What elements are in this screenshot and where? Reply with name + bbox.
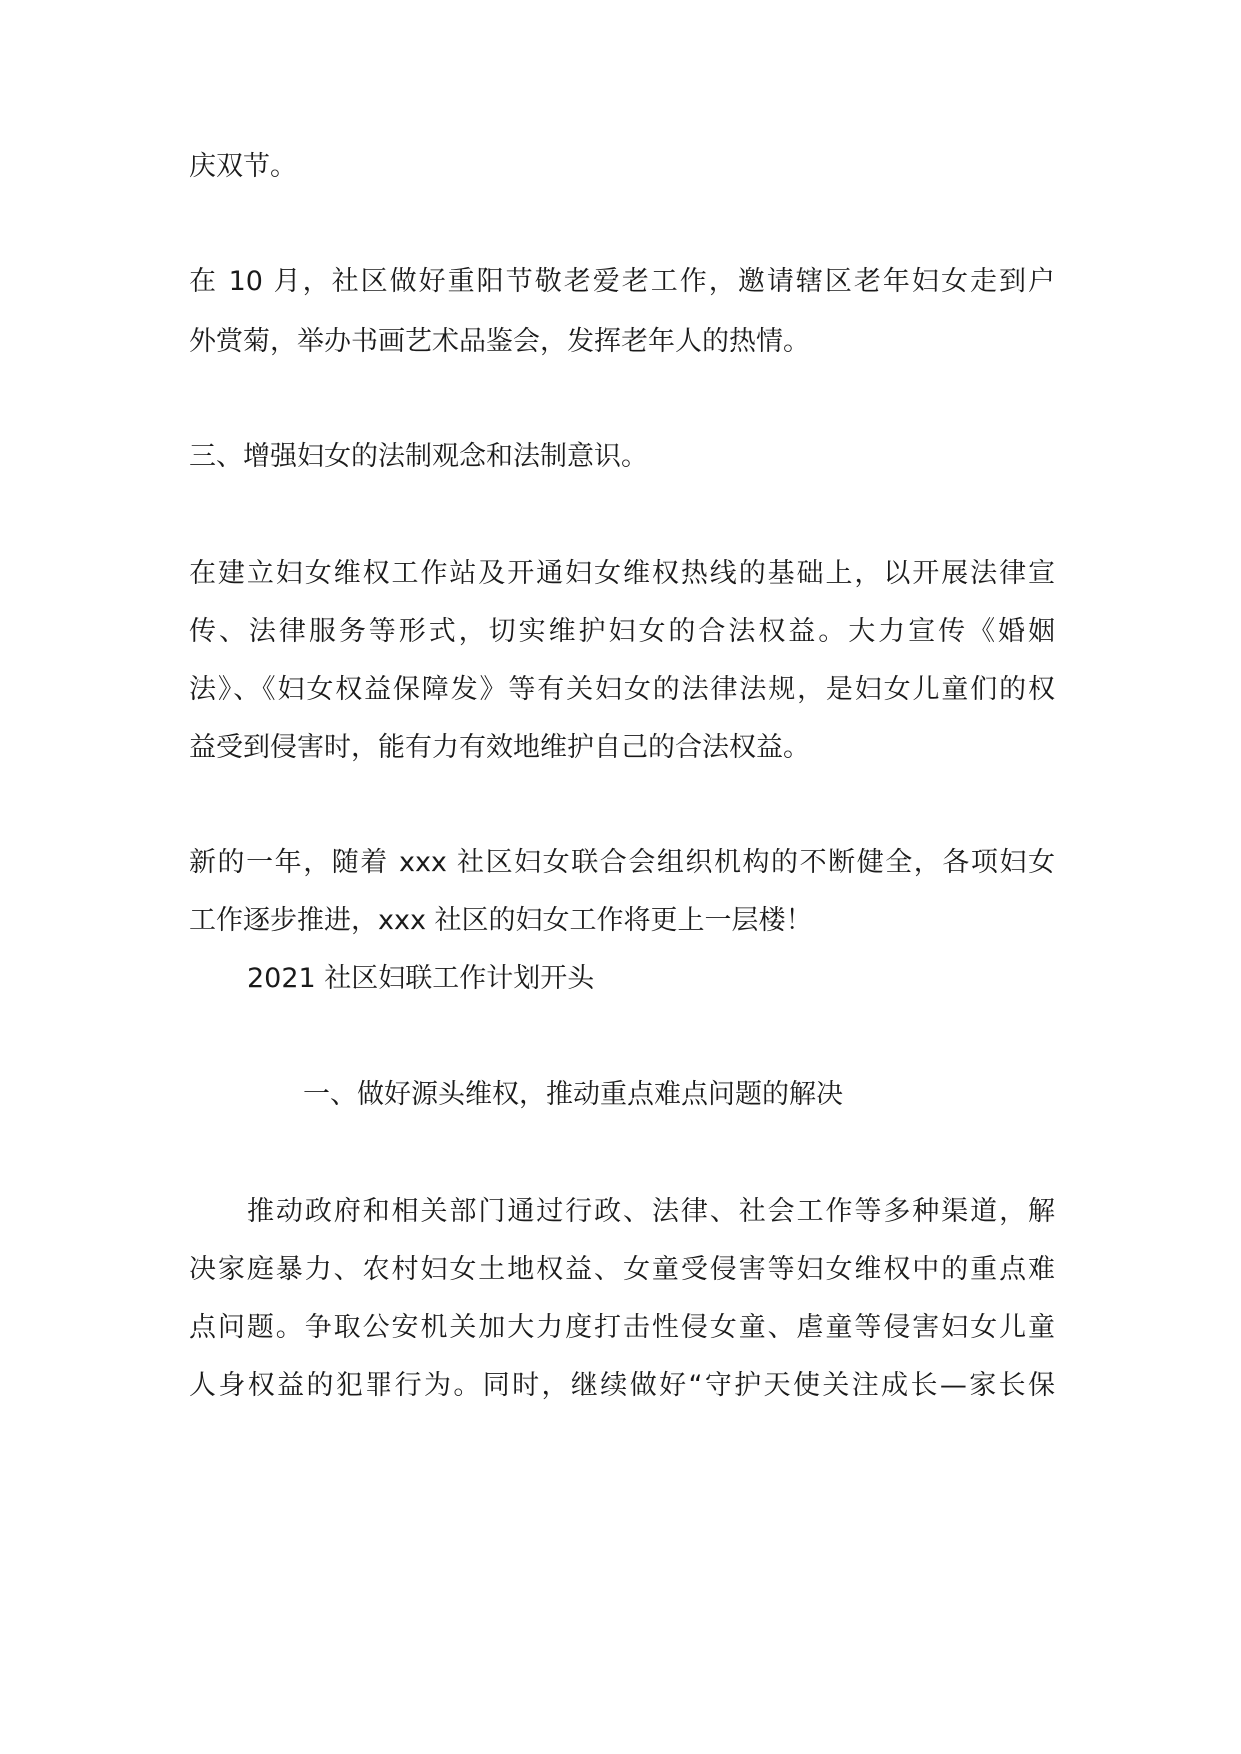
paragraph-promote-government-line-1: 推动政府和相关部门通过行政、法律、社会工作等多种渠道，解 bbox=[247, 1196, 1055, 1227]
paragraph-promote-government-line-2: 决家庭暴力、农村妇女土地权益、女童受侵害等妇女维权中的重点难 bbox=[189, 1254, 1055, 1285]
paragraph-october-activities-line-2: 外赏菊，举办书画艺术品鉴会，发挥老年人的热情。 bbox=[189, 326, 810, 357]
paragraph-legal-rights-line-1: 在建立妇女维权工作站及开通妇女维权热线的基础上，以开展法律宣 bbox=[189, 558, 1055, 589]
paragraph-promote-government-line-4: 人身权益的犯罪行为。同时，继续做好“守护天使关注成长—家长保 bbox=[189, 1370, 1055, 1401]
paragraph-new-year-outlook-line-2: 工作逐步推进，xxx 社区的妇女工作将更上一层楼！ bbox=[189, 905, 813, 936]
heading-section-three: 三、增强妇女的法制观念和法制意识。 bbox=[189, 441, 648, 472]
paragraph-legal-rights-line-2: 传、法律服务等形式，切实维护妇女的合法权益。大力宣传《婚姻 bbox=[189, 616, 1055, 647]
paragraph-october-activities-line-1: 在 10 月，社区做好重阳节敬老爱老工作，邀请辖区老年妇女走到户 bbox=[189, 266, 1055, 297]
document-title-2021-plan: 2021 社区妇联工作计划开头 bbox=[247, 963, 595, 994]
paragraph-promote-government-line-3: 点问题。争取公安机关加大力度打击性侵女童、虐童等侵害妇女儿童 bbox=[189, 1312, 1055, 1343]
paragraph-new-year-outlook-line-1: 新的一年，随着 xxx 社区妇女联合会组织机构的不断健全，各项妇女 bbox=[189, 847, 1055, 878]
paragraph-legal-rights-line-4: 益受到侵害时，能有力有效地维护自己的合法权益。 bbox=[189, 732, 810, 763]
heading-section-one: 一、做好源头维权，推动重点难点问题的解决 bbox=[303, 1079, 843, 1110]
paragraph-legal-rights-line-3: 法》、《妇女权益保障发》等有关妇女的法律法规，是妇女儿童们的权 bbox=[189, 674, 1055, 705]
paragraph-festival-closing-line-1: 庆双节。 bbox=[189, 151, 297, 182]
